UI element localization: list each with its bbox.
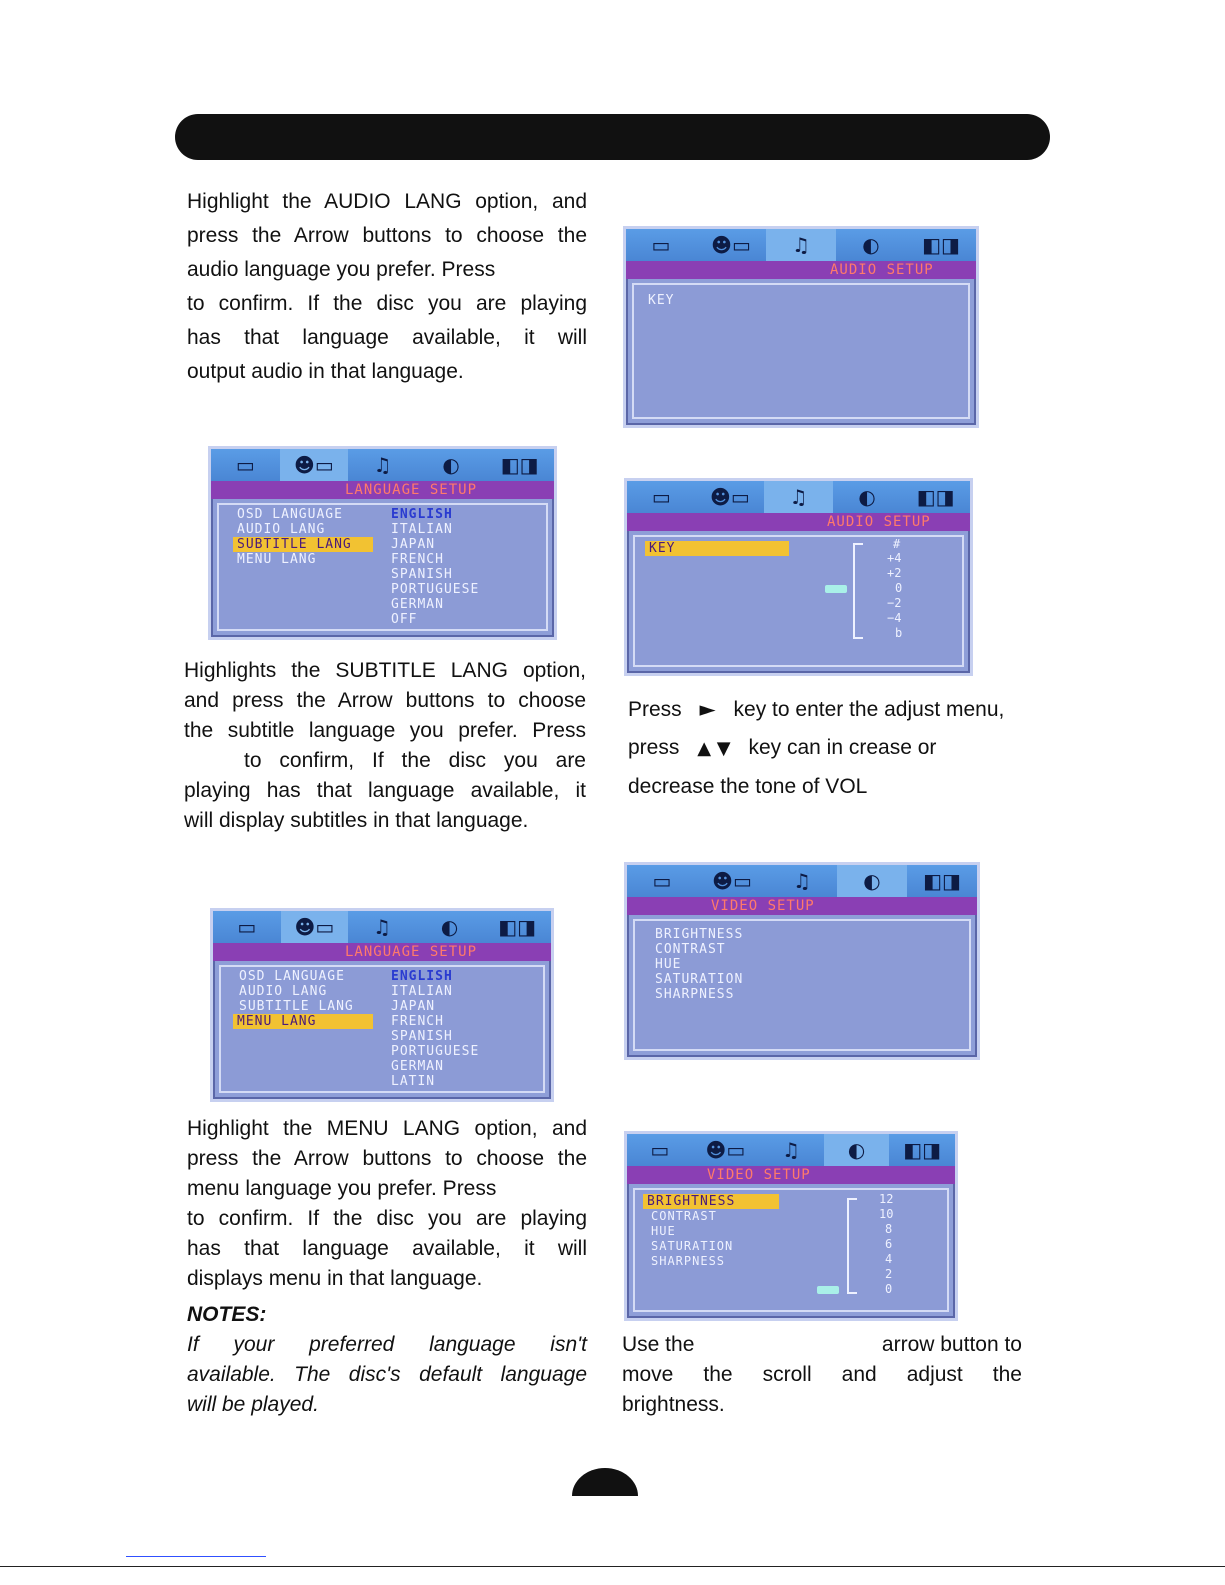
osd-option: PORTUGUESE — [391, 1044, 480, 1059]
osd-option: ITALIAN — [391, 522, 453, 537]
osd-option: GERMAN — [391, 1059, 444, 1074]
dolby-icon: ◧◨ — [498, 915, 537, 939]
osd-option: PORTUGUESE — [391, 582, 480, 597]
person-screen-icon: ☻▭ — [711, 233, 751, 257]
music-note-icon: ♫ — [782, 1138, 800, 1162]
notes-line: If your preferred language isn't — [187, 1333, 587, 1356]
header-bar — [175, 114, 1050, 160]
osd-item: SHARPNESS — [655, 987, 735, 1002]
person-screen-icon: ☻▭ — [705, 1138, 746, 1162]
osd-title: LANGUAGE SETUP — [337, 481, 485, 499]
osd-item-highlighted: SUBTITLE LANG — [233, 537, 373, 552]
osd-body — [217, 503, 548, 631]
tab-general — [627, 481, 696, 513]
text-line: menu language you prefer. Press — [187, 1177, 497, 1200]
monitor-icon: ▭ — [651, 485, 671, 509]
audio-lang-instructions — [187, 185, 587, 389]
music-note-icon: ♫ — [793, 869, 811, 893]
color-circle-icon: ◐ — [847, 1138, 866, 1162]
text-line: to confirm. If the disc you are playing — [187, 1207, 587, 1230]
osd-item: SUBTITLE LANG — [239, 999, 354, 1014]
dolby-icon: ◧◨ — [916, 485, 955, 509]
tab-language — [697, 865, 767, 897]
person-screen-icon: ☻▭ — [294, 915, 335, 939]
osd-language-setup-subtitle — [208, 446, 557, 640]
tab-video — [836, 229, 906, 261]
notes-line: will be played. — [187, 1393, 319, 1416]
music-note-icon: ♫ — [792, 233, 810, 257]
osd-tabs — [211, 449, 554, 481]
tab-language — [281, 911, 349, 943]
subtitle-lang-instructions — [184, 656, 586, 836]
tab-dolby — [483, 911, 551, 943]
level-pointer-icon — [825, 585, 847, 593]
up-down-arrow-icon: ▲ ▼ — [697, 738, 731, 759]
tab-audio — [348, 449, 417, 481]
osd-option: GERMAN — [391, 597, 444, 612]
osd-body — [219, 965, 545, 1093]
osd-scale-value: b — [895, 626, 903, 640]
tab-general — [211, 449, 280, 481]
osd-tabs — [213, 911, 551, 943]
notes-title: NOTES: — [187, 1303, 267, 1326]
text-fragment: arrow button to — [881, 1333, 1022, 1356]
tab-language — [696, 229, 766, 261]
tab-video — [416, 911, 484, 943]
dolby-icon: ◧◨ — [903, 1138, 942, 1162]
osd-option: FRENCH — [391, 552, 444, 567]
tab-dolby — [907, 865, 977, 897]
osd-scale-value: 12 — [879, 1192, 894, 1206]
notes-line: available. The disc's default language — [187, 1363, 587, 1386]
osd-scale-value: 0 — [885, 1282, 893, 1296]
osd-option: OFF — [391, 612, 418, 627]
footer-line — [0, 1566, 1225, 1567]
osd-audio-setup — [623, 226, 979, 428]
osd-body — [632, 283, 970, 419]
osd-video-brightness — [624, 1131, 958, 1321]
color-circle-icon: ◐ — [863, 869, 881, 893]
page-number-tab — [572, 1468, 638, 1496]
text-line: Highlight the AUDIO LANG option, and — [187, 190, 587, 213]
osd-option: SPANISH — [391, 567, 453, 582]
osd-scale-value: 8 — [885, 1222, 893, 1236]
osd-scale-value: +4 — [887, 551, 902, 565]
text-fragment: key to enter the adjust menu, — [733, 698, 1005, 721]
tab-audio — [764, 481, 833, 513]
color-circle-icon: ◐ — [858, 485, 876, 509]
text-line: decrease the tone of VOL — [628, 775, 868, 798]
osd-tabs — [626, 229, 976, 261]
text-line: Highlight the MENU LANG option, and — [187, 1117, 587, 1140]
osd-item-highlighted: BRIGHTNESS — [643, 1194, 779, 1209]
osd-body — [633, 919, 971, 1051]
osd-option: LATIN — [391, 1074, 436, 1089]
osd-scale-value: 0 — [895, 581, 903, 595]
osd-language-setup-menu — [210, 908, 554, 1102]
text-fragment: press — [628, 736, 680, 759]
osd-item: SHARPNESS — [651, 1254, 726, 1268]
osd-item-highlighted: MENU LANG — [233, 1014, 373, 1029]
dolby-icon: ◧◨ — [923, 869, 961, 893]
tab-language — [696, 481, 765, 513]
monitor-icon: ▭ — [650, 1138, 670, 1162]
osd-item: SATURATION — [651, 1239, 734, 1253]
tab-dolby — [485, 449, 554, 481]
text-line — [628, 690, 1038, 729]
text-line: has that language available, it will — [187, 326, 587, 349]
osd-item: OSD LANGUAGE — [239, 969, 345, 984]
osd-scale-value: 6 — [885, 1237, 893, 1251]
text-line — [622, 1330, 1022, 1360]
color-circle-icon: ◐ — [442, 453, 460, 477]
music-note-icon: ♫ — [373, 915, 391, 939]
tab-video — [417, 449, 486, 481]
osd-option-selected: ENGLISH — [391, 969, 453, 984]
osd-item-highlighted: KEY — [645, 541, 789, 556]
text-line: output audio in that language. — [187, 360, 464, 383]
tab-audio — [348, 911, 416, 943]
person-screen-icon: ☻▭ — [294, 453, 334, 477]
tab-video — [833, 481, 902, 513]
osd-item: HUE — [651, 1224, 676, 1238]
text-line: audio language you prefer. Press — [187, 258, 496, 281]
text-line: playing has that language available, it — [184, 779, 586, 802]
osd-audio-key — [624, 478, 973, 676]
osd-tabs — [627, 481, 970, 513]
osd-title: AUDIO SETUP — [819, 513, 939, 531]
osd-option: ITALIAN — [391, 984, 453, 999]
osd-scale — [847, 1198, 857, 1294]
osd-option: SPANISH — [391, 1029, 453, 1044]
tab-general — [627, 1134, 693, 1166]
brightness-instructions — [622, 1330, 1022, 1420]
osd-item: BRIGHTNESS — [655, 927, 744, 942]
osd-scale-value: −4 — [887, 611, 902, 625]
tab-general — [626, 229, 696, 261]
text-line: and press the Arrow buttons to choose — [184, 689, 586, 712]
text-line: will display subtitles in that language. — [184, 809, 529, 832]
osd-tabs — [627, 1134, 955, 1166]
osd-title: VIDEO SETUP — [703, 897, 823, 915]
tab-audio — [758, 1134, 824, 1166]
text-fragment: Use the — [622, 1333, 695, 1356]
monitor-icon: ▭ — [235, 453, 255, 477]
osd-scale-value: # — [893, 537, 901, 551]
text-line: move the scroll and adjust the — [622, 1363, 1022, 1386]
text-line: displays menu in that language. — [187, 1267, 483, 1290]
text-line: brightness. — [622, 1393, 725, 1416]
osd-scale-value: +2 — [887, 566, 902, 580]
text-line: to confirm. If the disc you are playing — [187, 292, 587, 315]
osd-scale — [853, 543, 863, 639]
tab-video — [824, 1134, 890, 1166]
osd-item-key: KEY — [648, 293, 675, 308]
osd-option: JAPAN — [391, 999, 436, 1014]
osd-title: AUDIO SETUP — [822, 261, 942, 279]
osd-title: VIDEO SETUP — [699, 1166, 819, 1184]
osd-scale-value: 10 — [879, 1207, 894, 1221]
tab-dolby — [901, 481, 970, 513]
osd-item: AUDIO LANG — [239, 984, 328, 999]
tab-audio — [766, 229, 836, 261]
level-pointer-icon — [817, 1286, 839, 1294]
music-note-icon: ♫ — [373, 453, 392, 477]
dolby-icon: ◧◨ — [922, 233, 960, 257]
osd-video-setup — [624, 862, 980, 1060]
tab-general — [213, 911, 281, 943]
text-line: to confirm, If the disc you are — [244, 749, 586, 772]
osd-body — [633, 535, 964, 667]
text-line: has that language available, it will — [187, 1237, 587, 1260]
tab-dolby — [906, 229, 976, 261]
text-line: press the Arrow buttons to choose the — [187, 224, 587, 247]
text-line: Highlights the SUBTITLE LANG option, — [184, 659, 586, 682]
tab-audio — [767, 865, 837, 897]
osd-tabs — [627, 865, 977, 897]
menu-lang-instructions — [187, 1114, 587, 1420]
osd-item: CONTRAST — [655, 942, 726, 957]
tab-video — [837, 865, 907, 897]
text-line: the subtitle language you prefer. Press — [184, 719, 586, 742]
osd-scale-value: −2 — [887, 596, 902, 610]
osd-item: OSD LANGUAGE — [237, 507, 343, 522]
osd-option: JAPAN — [391, 537, 436, 552]
osd-item: CONTRAST — [651, 1209, 717, 1223]
text-line — [628, 729, 1038, 768]
osd-item: MENU LANG — [237, 552, 317, 567]
osd-item: HUE — [655, 957, 682, 972]
text-fragment: key can in crease or — [748, 736, 937, 759]
osd-item: SATURATION — [655, 972, 744, 987]
music-note-icon: ♫ — [789, 485, 808, 509]
osd-item: AUDIO LANG — [237, 522, 326, 537]
osd-option: FRENCH — [391, 1014, 444, 1029]
color-circle-icon: ◐ — [440, 915, 459, 939]
right-arrow-icon: ► — [699, 697, 716, 721]
osd-scale-value: 4 — [885, 1252, 893, 1266]
text-line: press the Arrow buttons to choose the — [187, 1147, 587, 1170]
tab-dolby — [889, 1134, 955, 1166]
dolby-icon: ◧◨ — [500, 453, 539, 477]
osd-title: LANGUAGE SETUP — [337, 943, 485, 961]
audio-key-instructions — [628, 690, 1038, 806]
monitor-icon: ▭ — [651, 233, 671, 257]
footer-link-underline — [126, 1556, 266, 1557]
tab-general — [627, 865, 697, 897]
osd-scale-value: 2 — [885, 1267, 893, 1281]
monitor-icon: ▭ — [237, 915, 257, 939]
color-circle-icon: ◐ — [862, 233, 880, 257]
osd-option-selected: ENGLISH — [391, 507, 453, 522]
osd-body — [633, 1188, 949, 1312]
tab-language — [280, 449, 349, 481]
person-screen-icon: ☻▭ — [712, 869, 752, 893]
tab-language — [693, 1134, 759, 1166]
text-fragment: Press — [628, 698, 682, 721]
person-screen-icon: ☻▭ — [710, 485, 750, 509]
monitor-icon: ▭ — [652, 869, 672, 893]
